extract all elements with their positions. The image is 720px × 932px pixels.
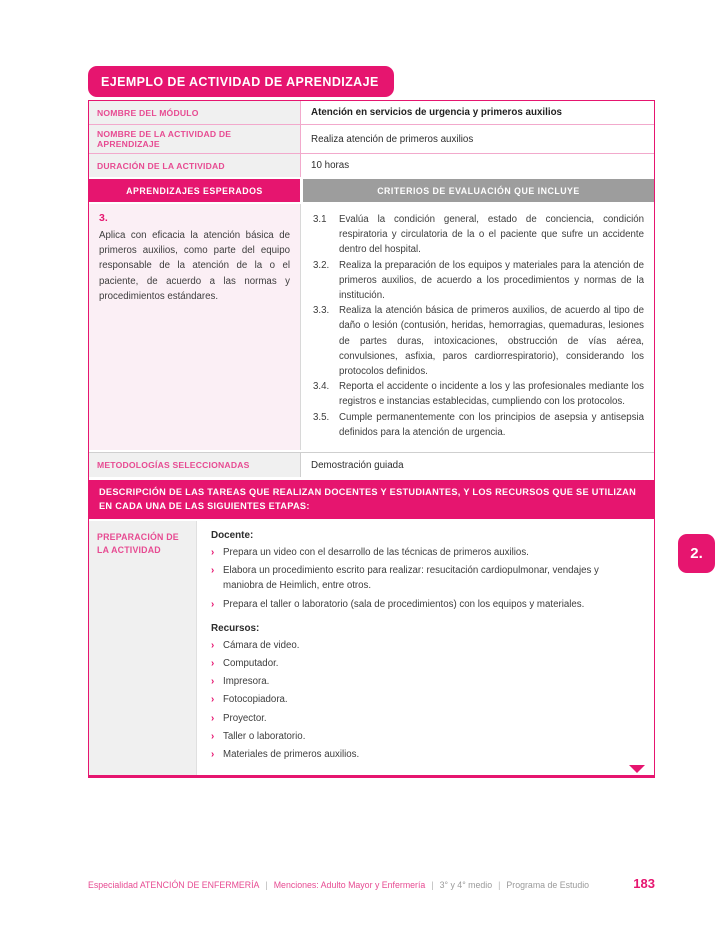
methodology-value: Demostración guiada <box>311 459 404 471</box>
continuation-arrow-icon <box>629 765 645 773</box>
chevron-bullet-icon: › <box>211 676 215 688</box>
page-title: EJEMPLO DE ACTIVIDAD DE APRENDIZAJE <box>88 66 394 97</box>
criterion-number: 3.4. <box>313 381 330 393</box>
expected-learning-number: 3. <box>99 212 108 224</box>
recursos-heading: Recursos: <box>211 622 260 634</box>
duration-value: 10 horas <box>311 160 350 171</box>
criterion-number: 3.2. <box>313 259 330 271</box>
chevron-bullet-icon: › <box>211 658 215 670</box>
footer-grades: 3° y 4° medio <box>439 880 493 890</box>
criterion-item <box>313 303 644 379</box>
expected-learning-text: Aplica con eficacia la atención básica de primeros auxilios, como parte del equipo responsable de la atención de la o el paciente, de acuerdo a las normas y procedimientos estándares. <box>99 230 290 302</box>
learning-criteria-row <box>89 204 654 450</box>
criterion-number: 3.3. <box>313 305 330 317</box>
criterion-item <box>313 258 644 304</box>
footer-separator: | <box>265 880 268 890</box>
criterion-text: Realiza la preparación de los equipos y materiales para la atención de primeros auxilios, de acuerdo a los procedimientos y normas de la institución. <box>339 259 644 302</box>
docente-item <box>211 545 640 560</box>
chevron-bullet-icon: › <box>211 749 215 761</box>
criterion-text: Evalúa la condición general, estado de conciencia, condición respiratoria y circulatoria de la o el paciente que sufre un accidente dentro del hospital. <box>339 214 644 256</box>
module-value: Atención en servicios de urgencia y primeros auxilios <box>311 107 562 118</box>
criterion-item <box>313 379 644 409</box>
methodology-row <box>89 452 654 477</box>
docente-item <box>211 597 640 612</box>
footer-separator: | <box>498 880 501 890</box>
recurso-item-text: Proyector. <box>223 712 267 724</box>
recurso-item-text: Fotocopiadora. <box>223 694 288 706</box>
recurso-item <box>211 656 640 671</box>
preparation-row <box>89 521 654 775</box>
footer-separator: | <box>431 880 434 890</box>
criterios-header: CRITERIOS DE EVALUACIÓN QUE INCLUYE <box>303 179 654 202</box>
description-banner: DESCRIPCIÓN DE LAS TAREAS QUE REALIZAN DOCENTES Y ESTUDIANTES, Y LOS RECURSOS QUE SE UTILIZAN EN CADA UNA DE LAS SIGUIENTES ETAPAS: <box>89 480 654 519</box>
recurso-item <box>211 638 640 653</box>
footer <box>88 876 655 891</box>
duration-label: DURACIÓN DE LA ACTIVIDAD <box>89 154 301 177</box>
criterion-item <box>313 410 644 440</box>
activity-table <box>88 100 655 778</box>
recurso-item <box>211 747 640 762</box>
chevron-bullet-icon: › <box>211 598 215 610</box>
recurso-item-text: Taller o laboratorio. <box>223 730 306 742</box>
recurso-item-text: Cámara de video. <box>223 639 300 651</box>
column-headers <box>89 179 654 202</box>
docente-item-text: Elabora un procedimiento escrito para realizar: resucitación cardiopulmonar, vendajes y maniobra de Heimlich, entre otros. <box>223 565 599 592</box>
criteria-cell <box>301 204 654 450</box>
docente-item <box>211 563 640 593</box>
module-label: NOMBRE DEL MÓDULO <box>89 101 301 124</box>
chevron-bullet-icon: › <box>211 565 215 577</box>
info-row-duration <box>89 154 654 177</box>
recurso-item <box>211 711 640 726</box>
chevron-bullet-icon: › <box>211 712 215 724</box>
activity-name-label: NOMBRE DE LA ACTIVIDAD DE APRENDIZAJE <box>89 125 301 153</box>
footer-mentions: Menciones: Adulto Mayor y Enfermería <box>273 880 426 890</box>
recurso-item <box>211 692 640 707</box>
recurso-item-text: Computador. <box>223 658 279 670</box>
docente-item-text: Prepara el taller o laboratorio (sala de procedimientos) con los equipos y materiales. <box>223 598 585 610</box>
criterion-text: Realiza la atención básica de primeros auxilios, de acuerdo al tipo de daño o lesión (contusión, heridas, hemorragias, quemaduras, lesiones de partes duras, intoxicaciones, obstrucción de vías aérea, convulsiones, asfixia, paros cardiorrespiratorio), considerando los protocolos definidos. <box>339 305 644 378</box>
expected-learning-cell <box>89 204 301 450</box>
chevron-bullet-icon: › <box>211 547 215 559</box>
info-row-module <box>89 101 654 125</box>
preparation-content <box>197 521 654 775</box>
chevron-bullet-icon: › <box>211 694 215 706</box>
recurso-item-text: Materiales de primeros auxilios. <box>223 749 360 761</box>
methodology-label: METODOLOGÍAS SELECCIONADAS <box>89 453 301 477</box>
criterion-item <box>313 212 644 258</box>
aprendizajes-header: APRENDIZAJES ESPERADOS <box>89 179 300 202</box>
preparation-label: PREPARACIÓN DE LA ACTIVIDAD <box>89 521 197 775</box>
info-row-activity-name <box>89 125 654 154</box>
footer-specialty: Especialidad ATENCIÓN DE ENFERMERÍA <box>88 880 260 890</box>
recurso-item <box>211 674 640 689</box>
page-number: 183 <box>633 876 655 891</box>
footer-program: Programa de Estudio <box>506 880 590 890</box>
recurso-item-text: Impresora. <box>223 676 270 688</box>
criterion-text: Cumple permanentemente con los principios de asepsia y antisepsia definidos para la atención de urgencia. <box>339 411 644 438</box>
recurso-item <box>211 729 640 744</box>
docente-heading: Docente: <box>211 530 254 542</box>
section-tab: 2. <box>678 534 715 573</box>
criterion-number: 3.1 <box>313 214 327 225</box>
docente-item-text: Prepara un video con el desarrollo de las técnicas de primeros auxilios. <box>223 547 529 559</box>
activity-name-value: Realiza atención de primeros auxilios <box>311 133 474 145</box>
chevron-bullet-icon: › <box>211 639 215 651</box>
criterion-number: 3.5. <box>313 411 330 423</box>
chevron-bullet-icon: › <box>211 730 215 742</box>
criterion-text: Reporta el accidente o incidente a los y las profesionales mediante los registros e instancias establecidas, cumpliendo con los protocolos. <box>339 381 644 408</box>
